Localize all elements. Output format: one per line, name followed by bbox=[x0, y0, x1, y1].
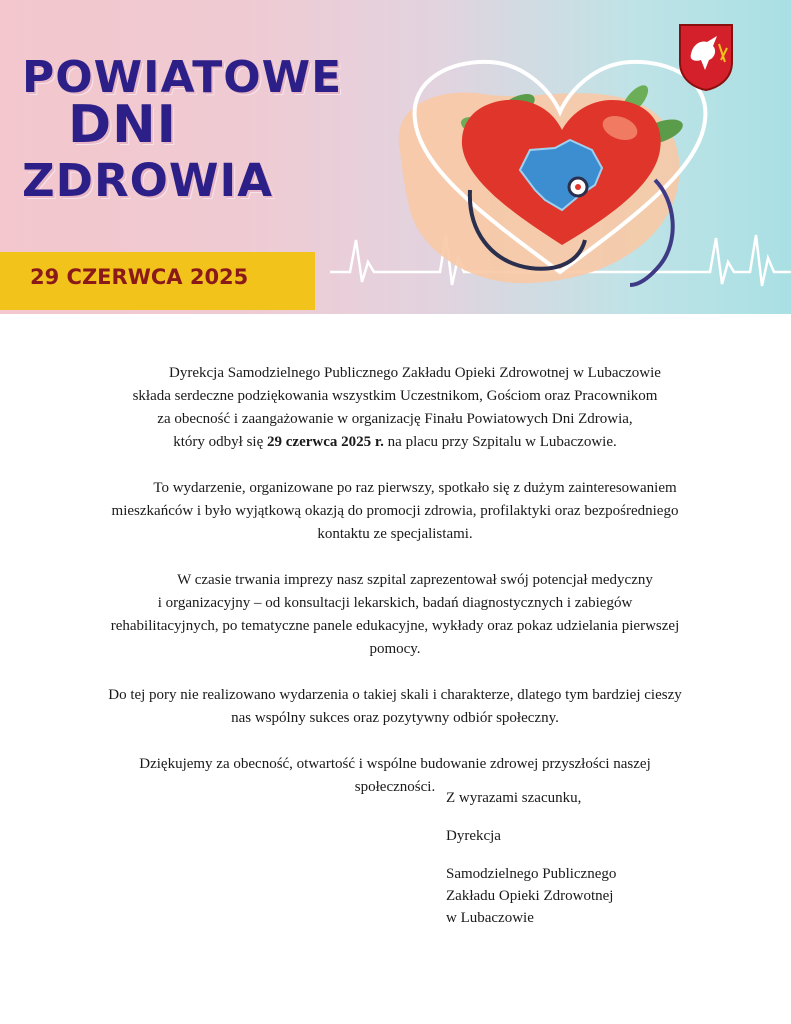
paragraph-hospital-presentation bbox=[60, 569, 730, 661]
text-line: Do tej pory nie realizowano wydarzenia o takiej skali i charakterze, dlatego tym bardziej cieszy bbox=[108, 687, 682, 703]
text-line: który odbył się 29 czerwca 2025 r. na placu przy Szpitalu w Lubaczowie. bbox=[173, 434, 617, 450]
signature-greeting: Z wyrazami szacunku, bbox=[446, 790, 582, 806]
text-line: W czasie trwania imprezy nasz szpital zaprezentował swój potencjał medyczny bbox=[177, 572, 653, 588]
text-line: Dziękujemy za obecność, otwartość i wspólne budowanie zdrowej przyszłości naszej bbox=[139, 756, 651, 772]
text-line: Dyrekcja Samodzielnego Publicznego Zakładu Opieki Zdrowotnej w Lubaczowie bbox=[169, 365, 661, 381]
coat-of-arms-icon bbox=[677, 22, 735, 92]
banner-title-line1: POWIATOWE bbox=[22, 52, 343, 103]
letter-body bbox=[60, 362, 730, 822]
paragraph-closing bbox=[60, 753, 730, 799]
text-line: i organizacyjny – od konsultacji lekarskich, badań diagnostycznych i zabiegów bbox=[157, 595, 633, 611]
text-line: To wydarzenie, organizowane po raz pierwszy, spotkało się z dużym zainteresowaniem bbox=[153, 480, 677, 496]
signature-org-line: Samodzielnego Publicznego bbox=[446, 866, 617, 882]
signature-org-line: w Lubaczowie bbox=[446, 910, 534, 926]
text-line: społeczności. bbox=[354, 779, 436, 795]
event-date-bold: 29 czerwca 2025 r. bbox=[267, 434, 384, 450]
text-line: pomocy. bbox=[369, 641, 421, 657]
signature-block bbox=[446, 787, 616, 929]
text-line: kontaktu ze specjalistami. bbox=[317, 526, 473, 542]
text-line: składa serdeczne podziękowania wszystkim Uczestnikom, Gościom oraz Pracownikom bbox=[132, 388, 658, 404]
signature-role: Dyrekcja bbox=[446, 828, 501, 844]
event-date: 29 CZERWCA 2025 bbox=[30, 265, 249, 289]
text-line: za obecność i zaangażowanie w organizację Finału Powiatowych Dni Zdrowia, bbox=[157, 411, 633, 427]
text-line: rehabilitacyjnych, po tematyczne panele edukacyjne, wykłady oraz pokaz udzielania pierwszej bbox=[110, 618, 680, 634]
paragraph-first-event bbox=[60, 477, 730, 546]
banner-title-line3: ZDROWIA bbox=[22, 154, 274, 207]
text-line: mieszkańców i było wyjątkową okazją do promocji zdrowia, profilaktyki oraz bezpośredniego bbox=[111, 503, 679, 519]
text-line: nas wspólny sukces oraz pozytywny odbiór społeczny. bbox=[231, 710, 559, 726]
signature-org-line: Zakładu Opieki Zdrowotnej bbox=[446, 888, 614, 904]
event-banner bbox=[0, 0, 791, 314]
paragraph-success bbox=[60, 684, 730, 730]
banner-title-line2: DNI bbox=[68, 95, 178, 155]
paragraph-thanks bbox=[60, 362, 730, 454]
